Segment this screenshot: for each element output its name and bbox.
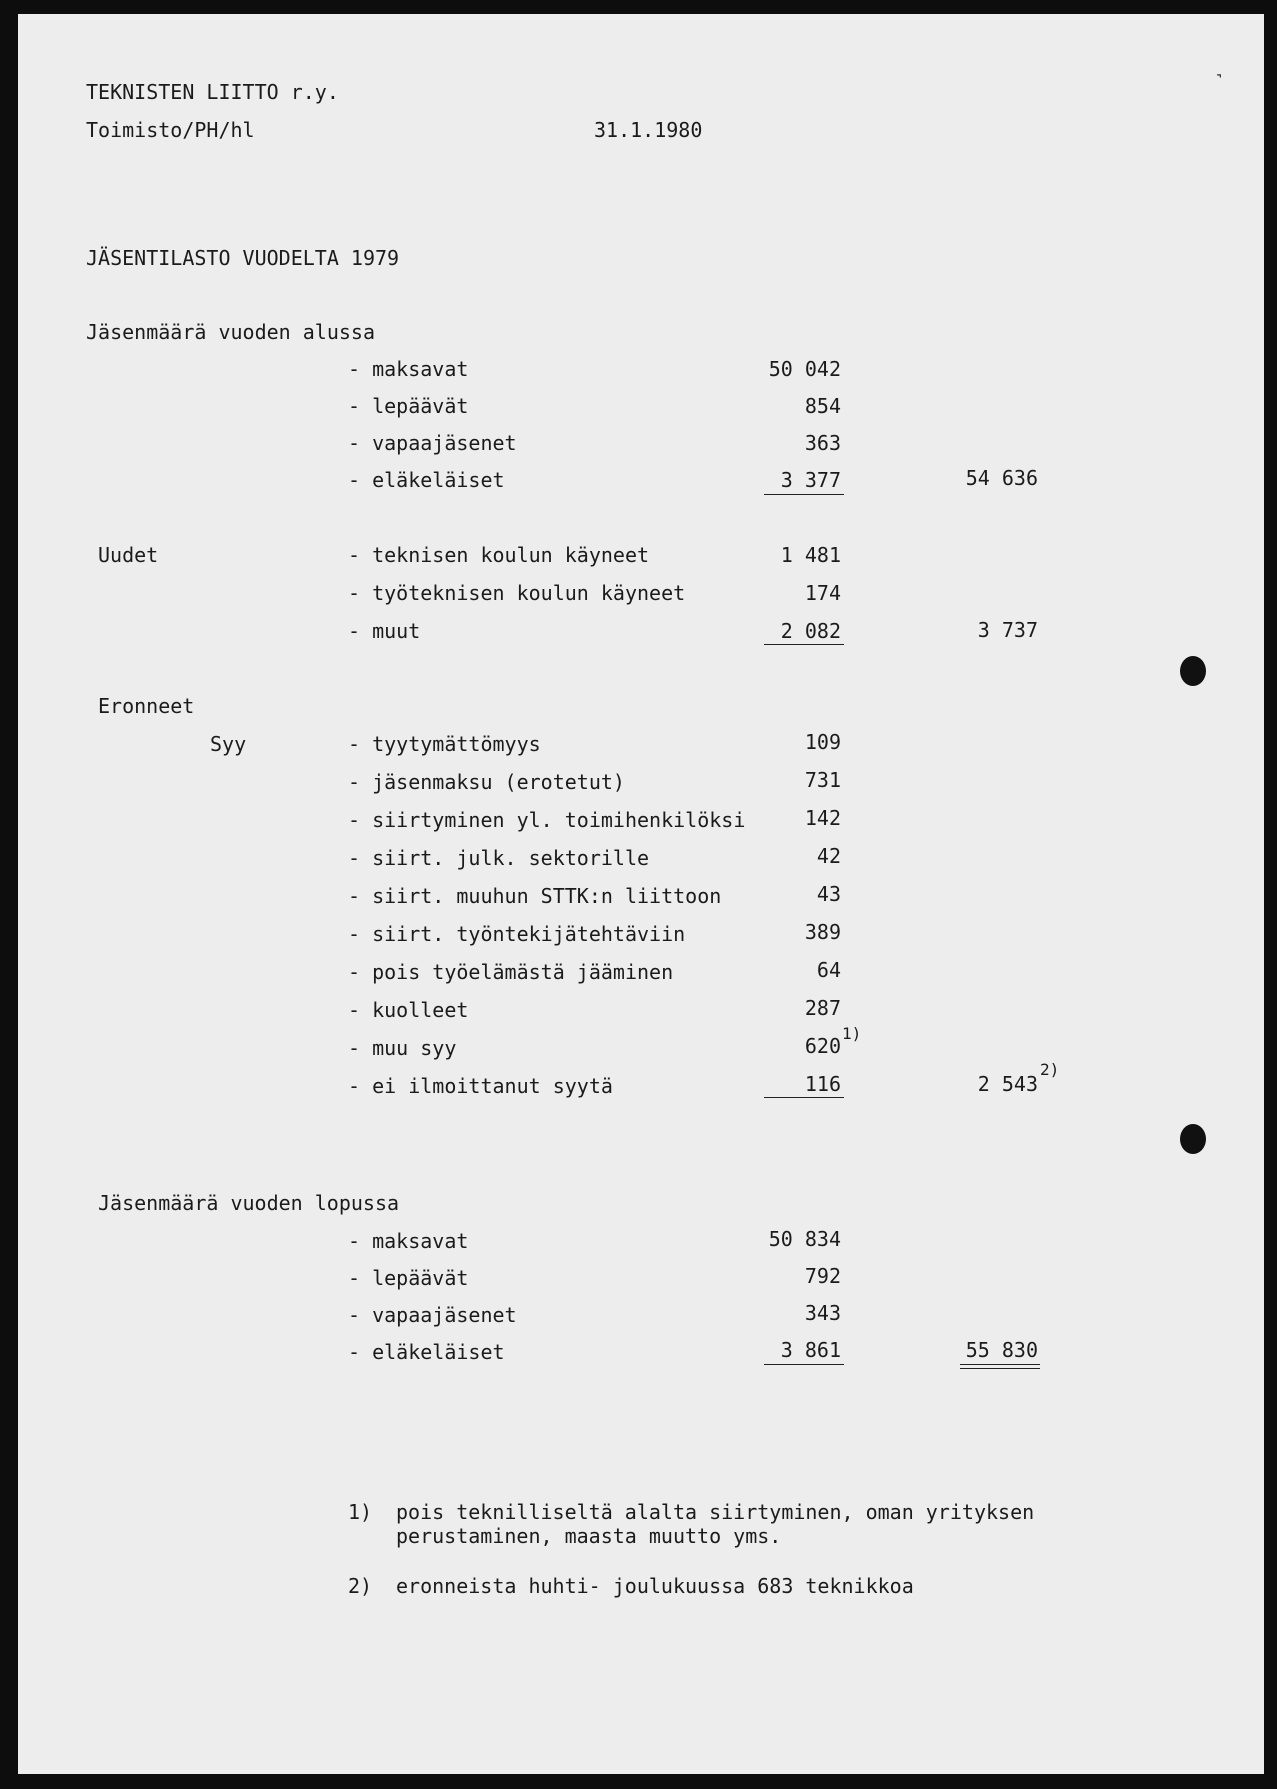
resigned-item-value: 142 <box>804 806 841 830</box>
document-title: JÄSENTILASTO VUODELTA 1979 <box>86 246 400 270</box>
end-item-label: - vapaajäsenet <box>348 1303 517 1327</box>
resigned-section-label: Eronneet <box>98 694 195 718</box>
footnote-ref: 2) <box>1040 1060 1060 1079</box>
start-item-label: - eläkeläiset <box>348 468 505 492</box>
end-item-value: 3 861 <box>780 1338 841 1362</box>
new-item-value: 1 481 <box>780 543 841 567</box>
footnote-text: perustaminen, maasta muutto yms. <box>396 1524 782 1548</box>
total-double-underline <box>960 1364 1040 1369</box>
new-section-label: Uudet <box>98 543 159 567</box>
resigned-item-label: - tyytymättömyys <box>348 732 541 756</box>
end-item-label: - lepäävät <box>348 1266 469 1290</box>
resigned-total: 2 543 <box>977 1072 1038 1096</box>
subtotal-underline <box>764 1364 844 1365</box>
end-item-label: - eläkeläiset <box>348 1340 505 1364</box>
resigned-item-value: 116 <box>804 1072 841 1096</box>
footnote-mark: 1) <box>348 1500 373 1524</box>
resigned-item-label: - siirt. työntekijätehtäviin <box>348 922 686 946</box>
start-item-value: 363 <box>804 431 841 455</box>
resigned-item-label: - siirt. julk. sektorille <box>348 846 650 870</box>
corner-mark: ˺ <box>1213 70 1226 94</box>
start-section-label: Jäsenmäärä vuoden alussa <box>86 320 375 344</box>
end-item-value: 50 834 <box>768 1227 841 1251</box>
end-total: 55 830 <box>965 1338 1038 1362</box>
subtotal-underline <box>764 644 844 645</box>
start-item-value: 50 042 <box>768 357 841 381</box>
footnote-text: pois teknilliseltä alalta siirtyminen, oman yrityksen <box>396 1500 1035 1524</box>
resigned-item-label: - muu syy <box>348 1036 457 1060</box>
resigned-item-value: 64 <box>816 958 841 982</box>
start-total: 54 636 <box>965 466 1038 490</box>
new-total: 3 737 <box>977 618 1038 642</box>
subtotal-underline <box>764 1097 844 1098</box>
organization-name: TEKNISTEN LIITTO r.y. <box>86 80 339 104</box>
resigned-item-value: 109 <box>804 730 841 754</box>
resigned-item-label: - siirtyminen yl. toimihenkilöksi <box>348 808 746 832</box>
end-section-label: Jäsenmäärä vuoden lopussa <box>98 1191 400 1215</box>
resigned-item-label: - kuolleet <box>348 998 469 1022</box>
start-item-label: - maksavat <box>348 357 469 381</box>
new-item-label: - työteknisen koulun käyneet <box>348 581 686 605</box>
resigned-item-value: 389 <box>804 920 841 944</box>
new-item-label: - teknisen koulun käyneet <box>348 543 650 567</box>
resigned-item-label: - siirt. muuhun STTK:n liittoon <box>348 884 722 908</box>
resigned-item-label: - ei ilmoittanut syytä <box>348 1074 613 1098</box>
office-reference: Toimisto/PH/hl <box>86 118 255 142</box>
resigned-item-value: 731 <box>804 768 841 792</box>
end-item-label: - maksavat <box>348 1229 469 1253</box>
start-item-value: 3 377 <box>780 468 841 492</box>
punch-hole <box>1180 1124 1206 1154</box>
start-item-label: - lepäävät <box>348 394 469 418</box>
reason-label: Syy <box>210 732 247 756</box>
resigned-item-value: 620 <box>804 1034 841 1058</box>
new-item-value: 2 082 <box>780 619 841 643</box>
start-item-value: 854 <box>804 394 841 418</box>
punch-hole <box>1180 656 1206 686</box>
end-item-value: 792 <box>804 1264 841 1288</box>
resigned-item-label: - pois työelämästä jääminen <box>348 960 674 984</box>
resigned-item-value: 287 <box>804 996 841 1020</box>
new-item-label: - muut <box>348 619 421 643</box>
document-date: 31.1.1980 <box>594 118 703 142</box>
start-item-label: - vapaajäsenet <box>348 431 517 455</box>
subtotal-underline <box>764 494 844 495</box>
resigned-item-value: 43 <box>816 882 841 906</box>
end-item-value: 343 <box>804 1301 841 1325</box>
resigned-item-value: 42 <box>816 844 841 868</box>
resigned-item-label: - jäsenmaksu (erotetut) <box>348 770 625 794</box>
footnote-mark: 2) <box>348 1574 373 1598</box>
footnote-text: eronneista huhti- joulukuussa 683 teknikkoa <box>396 1574 914 1598</box>
document-page <box>18 14 1264 1774</box>
new-item-value: 174 <box>804 581 841 605</box>
footnote-ref: 1) <box>842 1024 862 1043</box>
